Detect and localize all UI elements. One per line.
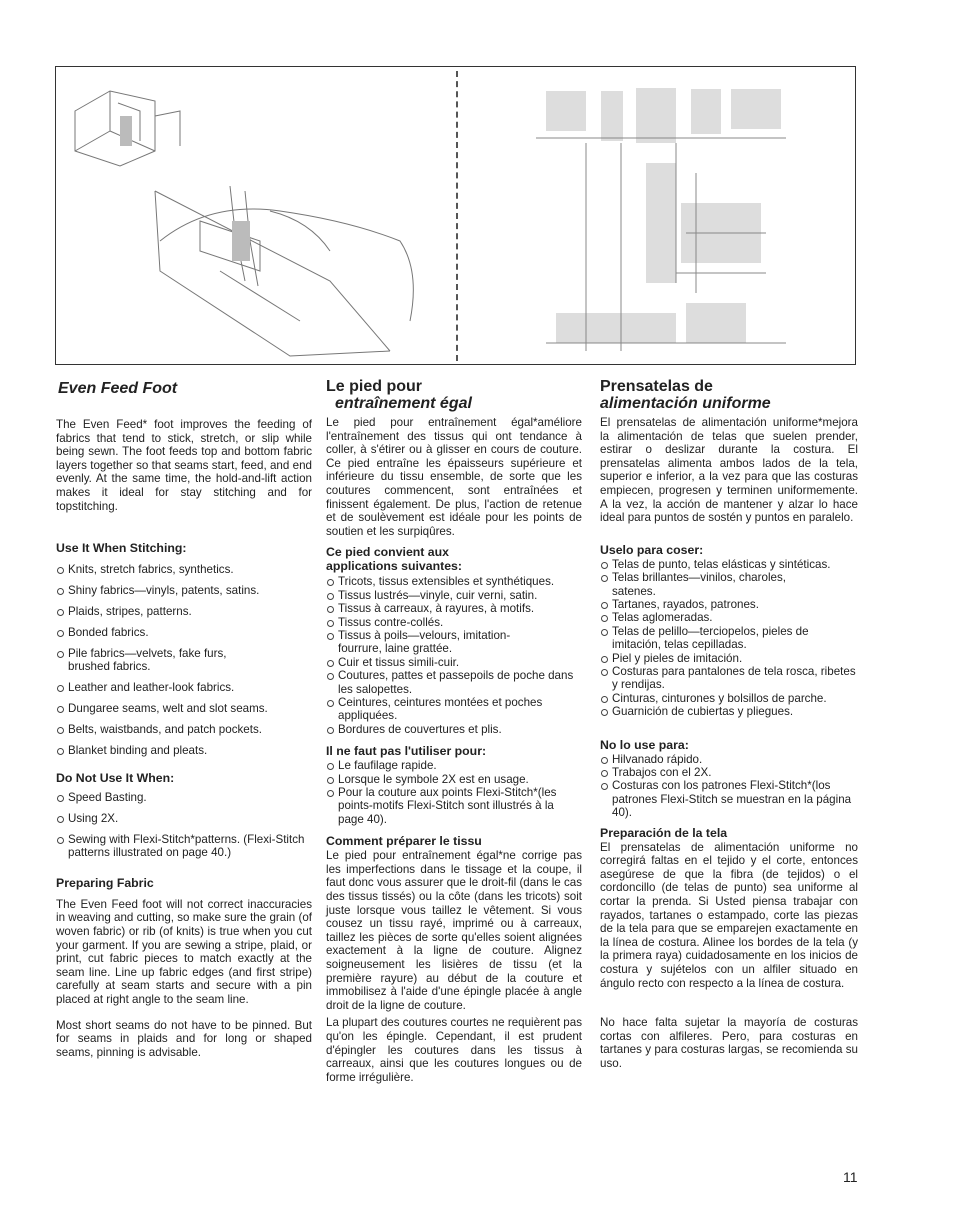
french-prep-heading: Comment préparer le tissu — [326, 834, 482, 849]
list-item: Tissus à carreaux, à rayures, à motifs. — [326, 602, 582, 615]
list-item: Piel y pieles de imitación. — [600, 652, 858, 665]
english-use-heading: Use It When Stitching: — [56, 541, 187, 556]
list-item: Leather and leather-look fabrics. — [56, 681, 312, 694]
list-item: Telas brillantes—vinilos, charoles, satenes. — [600, 571, 822, 598]
list-item: Cuir et tissus simili-cuir. — [326, 656, 582, 669]
english-prep-p2: Most short seams do not have to be pinned. But for seams in plaids and for long or shaped seams, pinning is advisable. — [56, 1018, 312, 1059]
english-donot-heading: Do Not Use It When: — [56, 771, 175, 786]
french-column — [326, 378, 582, 1084]
foot-mechanism-illustration — [526, 83, 796, 351]
list-item: Shiny fabrics—vinyls, patents, satins. — [56, 584, 312, 597]
french-donot-heading: Il ne faut pas l'utiliser pour: — [326, 744, 487, 759]
french-prep-p1: Le pied pour entraînement égal*ne corrige pas les imperfections dans le tissage et la coupe, il faut donc vous assurer que le droit-fil (dans le cas des tissus tissés) ou la côte (dans les tricots) soit juste lorsque vous taillez le vêtement. Si vous cousez un tissu rayé, imprimé ou à carreaux, taillez les pièces de sorte qu'elles soient alignées exactement à la ligne de couture. Alignez soigneusement les lisières de tissu (et la première rayure) au début de la couture et immobilisez à l'aide d'une épingle placée à angle droit de la ligne de couture. — [326, 849, 582, 1012]
list-item: Plaids, stripes, patterns. — [56, 605, 312, 618]
list-item: Using 2X. — [56, 812, 312, 825]
french-title-line1: Le pied pour — [326, 378, 422, 395]
list-item: Tissus à poils—velours, imitation-fourrure, laine grattée. — [326, 629, 548, 656]
list-item: Pile fabrics—velvets, fake furs, brushed fabrics. — [56, 647, 258, 674]
list-item: Trabajos con el 2X. — [600, 766, 858, 779]
english-column — [56, 378, 312, 1059]
french-use-heading — [326, 545, 582, 573]
spanish-title-line1: Prensatelas de — [600, 378, 713, 395]
list-item: Bordures de couvertures et plis. — [326, 723, 582, 736]
english-use-list — [56, 563, 312, 757]
list-item: Telas aglomeradas. — [600, 611, 858, 624]
english-intro: The Even Feed* foot improves the feeding of fabrics that tend to stick, stretch, or slip while being sewn. The foot feeds top and bottom fabric layers together so that seams start, feed, and end evenly. At the same time, the hold-and-lift action makes it ideal for stay stitching and for topstitching. — [56, 418, 312, 513]
spanish-intro: El prensatelas de alimentación uniforme*mejora la alimentación de telas que suelen prender, estirar o deslizar durante la costura. El prensatelas alimenta ambos lados de la tela, superior e inferior, a la vez para que las costuras empiecen, progresen y terminen uniformemente. A la vez, la acción de mantener y alzar lo hace ideal para puntos de sostén y puntos en paralelo. — [600, 416, 858, 525]
french-prep-p2: La plupart des coutures courtes ne requièrent pas qu'on les épingle. Cependant, il est prudent d'épingler les coutures dans les tissus à carreaux, ainsi que les coutures longues ou de forme irrégulière. — [326, 1016, 582, 1084]
french-donot-list — [326, 759, 582, 826]
list-item: Knits, stretch fabrics, synthetics. — [56, 563, 312, 576]
list-item: Tricots, tissus extensibles et synthétiques. — [326, 575, 582, 588]
english-title: Even Feed Foot — [58, 380, 178, 397]
list-item: Telas de pelillo—terciopelos, pieles de imitación, telas cepilladas. — [600, 625, 858, 652]
list-item: Pour la couture aux points Flexi-Stitch*(les points-motifs Flexi-Stitch sont illustrés à la page 40). — [326, 786, 582, 826]
figure-divider — [456, 71, 458, 361]
spanish-title — [600, 378, 858, 412]
list-item: Sewing with Flexi-Stitch*patterns. (Flexi-Stitch patterns illustrated on page 40.) — [56, 833, 312, 860]
spanish-title-line2: alimentación uniforme — [600, 395, 771, 412]
illustration-frame — [55, 66, 856, 365]
list-item: Bonded fabrics. — [56, 626, 312, 639]
list-item: Tartanes, rayados, patrones. — [600, 598, 858, 611]
list-item: Speed Basting. — [56, 791, 312, 804]
list-item: Costuras para pantalones de tela rosca, ribetes y rendijas. — [600, 665, 858, 692]
list-item: Cinturas, cinturones y bolsillos de parche. — [600, 692, 858, 705]
spanish-prep-heading: Preparación de la tela — [600, 825, 728, 840]
page-number: 11 — [843, 1169, 858, 1185]
french-title — [326, 378, 582, 412]
english-prep-heading: Preparing Fabric — [56, 875, 154, 890]
list-item: Costuras con los patrones Flexi-Stitch*(los patrones Flexi-Stitch se muestran en la página 40). — [600, 779, 858, 819]
spanish-donot-heading: No lo use para: — [600, 737, 689, 752]
spanish-donot-list — [600, 753, 858, 820]
spanish-prep-p1: El prensatelas de alimentación uniforme no corregirá faltas en el tejido y el corte, entonces asegúrese de que la fibra (de tejidos) o el cordoncillo (de telas de punto) sea uniforme al cortar la prenda. Si Usted piensa trabajar con rayados, tartanes o estampado, corte las piezas de la tela para que se emparejen exactamente en la línea de costura. Alinee los bordes de la tela (y la primera raya) cuidadosamente en los inicios de costura y sujételos con un alfiler situado en ángulo recto con respecto a la línea de costura. — [600, 840, 858, 990]
french-use-heading-line1: Ce pied convient aux — [326, 545, 449, 560]
french-use-heading-line2: applications suivantes: — [326, 559, 462, 574]
spanish-column — [600, 378, 858, 1071]
list-item: Ceintures, ceintures montées et poches appliquées. — [326, 696, 548, 723]
list-item: Hilvanado rápido. — [600, 753, 858, 766]
spanish-use-heading: Uselo para coser: — [600, 542, 704, 557]
list-item: Blanket binding and pleats. — [56, 744, 312, 757]
list-item: Belts, waistbands, and patch pockets. — [56, 723, 312, 736]
list-item: Lorsque le symbole 2X est en usage. — [326, 773, 582, 786]
french-intro: Le pied pour entraînement égal*améliore l'entraînement des tissus qui ont tendance à coller, à s'étirer ou à glisser en cours de couture. Ce pied entraîne les épaisseurs supérieure et inférieure du tissu ensemble, de sorte que les coutures commencent, sont entraînées et finissent également. De plus, l'action de retenue et de soulèvement est idéale pour les points de soutien et les surpiqûres. — [326, 416, 582, 538]
list-item: Tissus contre-collés. — [326, 616, 582, 629]
list-item: Guarnición de cubiertas y pliegues. — [600, 705, 858, 718]
list-item: Tissus lustrés—vinyle, cuir verni, satin. — [326, 589, 582, 602]
english-prep-p1: The Even Feed foot will not correct inaccuracies in weaving and cutting, so make sure the grain (of woven fabric) or rib (of knits) is true when you cut your garment. If you are sewing a stripe, plaid, or print, cut fabric pieces to match exactly at the seam line. Line up fabric edges (and first stripe) carefully at seam starts and secure with a pin placed at right angle to the seam line. — [56, 897, 312, 1006]
english-donot-list — [56, 791, 312, 860]
even-feed-foot-illustration — [60, 71, 450, 361]
french-title-line2: entraînement égal — [335, 395, 472, 412]
list-item: Telas de punto, telas elásticas y sintéticas. — [600, 558, 858, 571]
spanish-use-list — [600, 558, 858, 719]
list-item: Coutures, pattes et passepoils de poche dans les salopettes. — [326, 669, 582, 696]
list-item: Dungaree seams, welt and slot seams. — [56, 702, 312, 715]
list-item: Le faufilage rapide. — [326, 759, 582, 772]
spanish-prep-p2: No hace falta sujetar la mayoría de costuras cortas con alfileres. Pero, para costuras en tartanes y para costuras largas, se recomienda su uso. — [600, 1016, 858, 1070]
french-use-list — [326, 575, 582, 736]
